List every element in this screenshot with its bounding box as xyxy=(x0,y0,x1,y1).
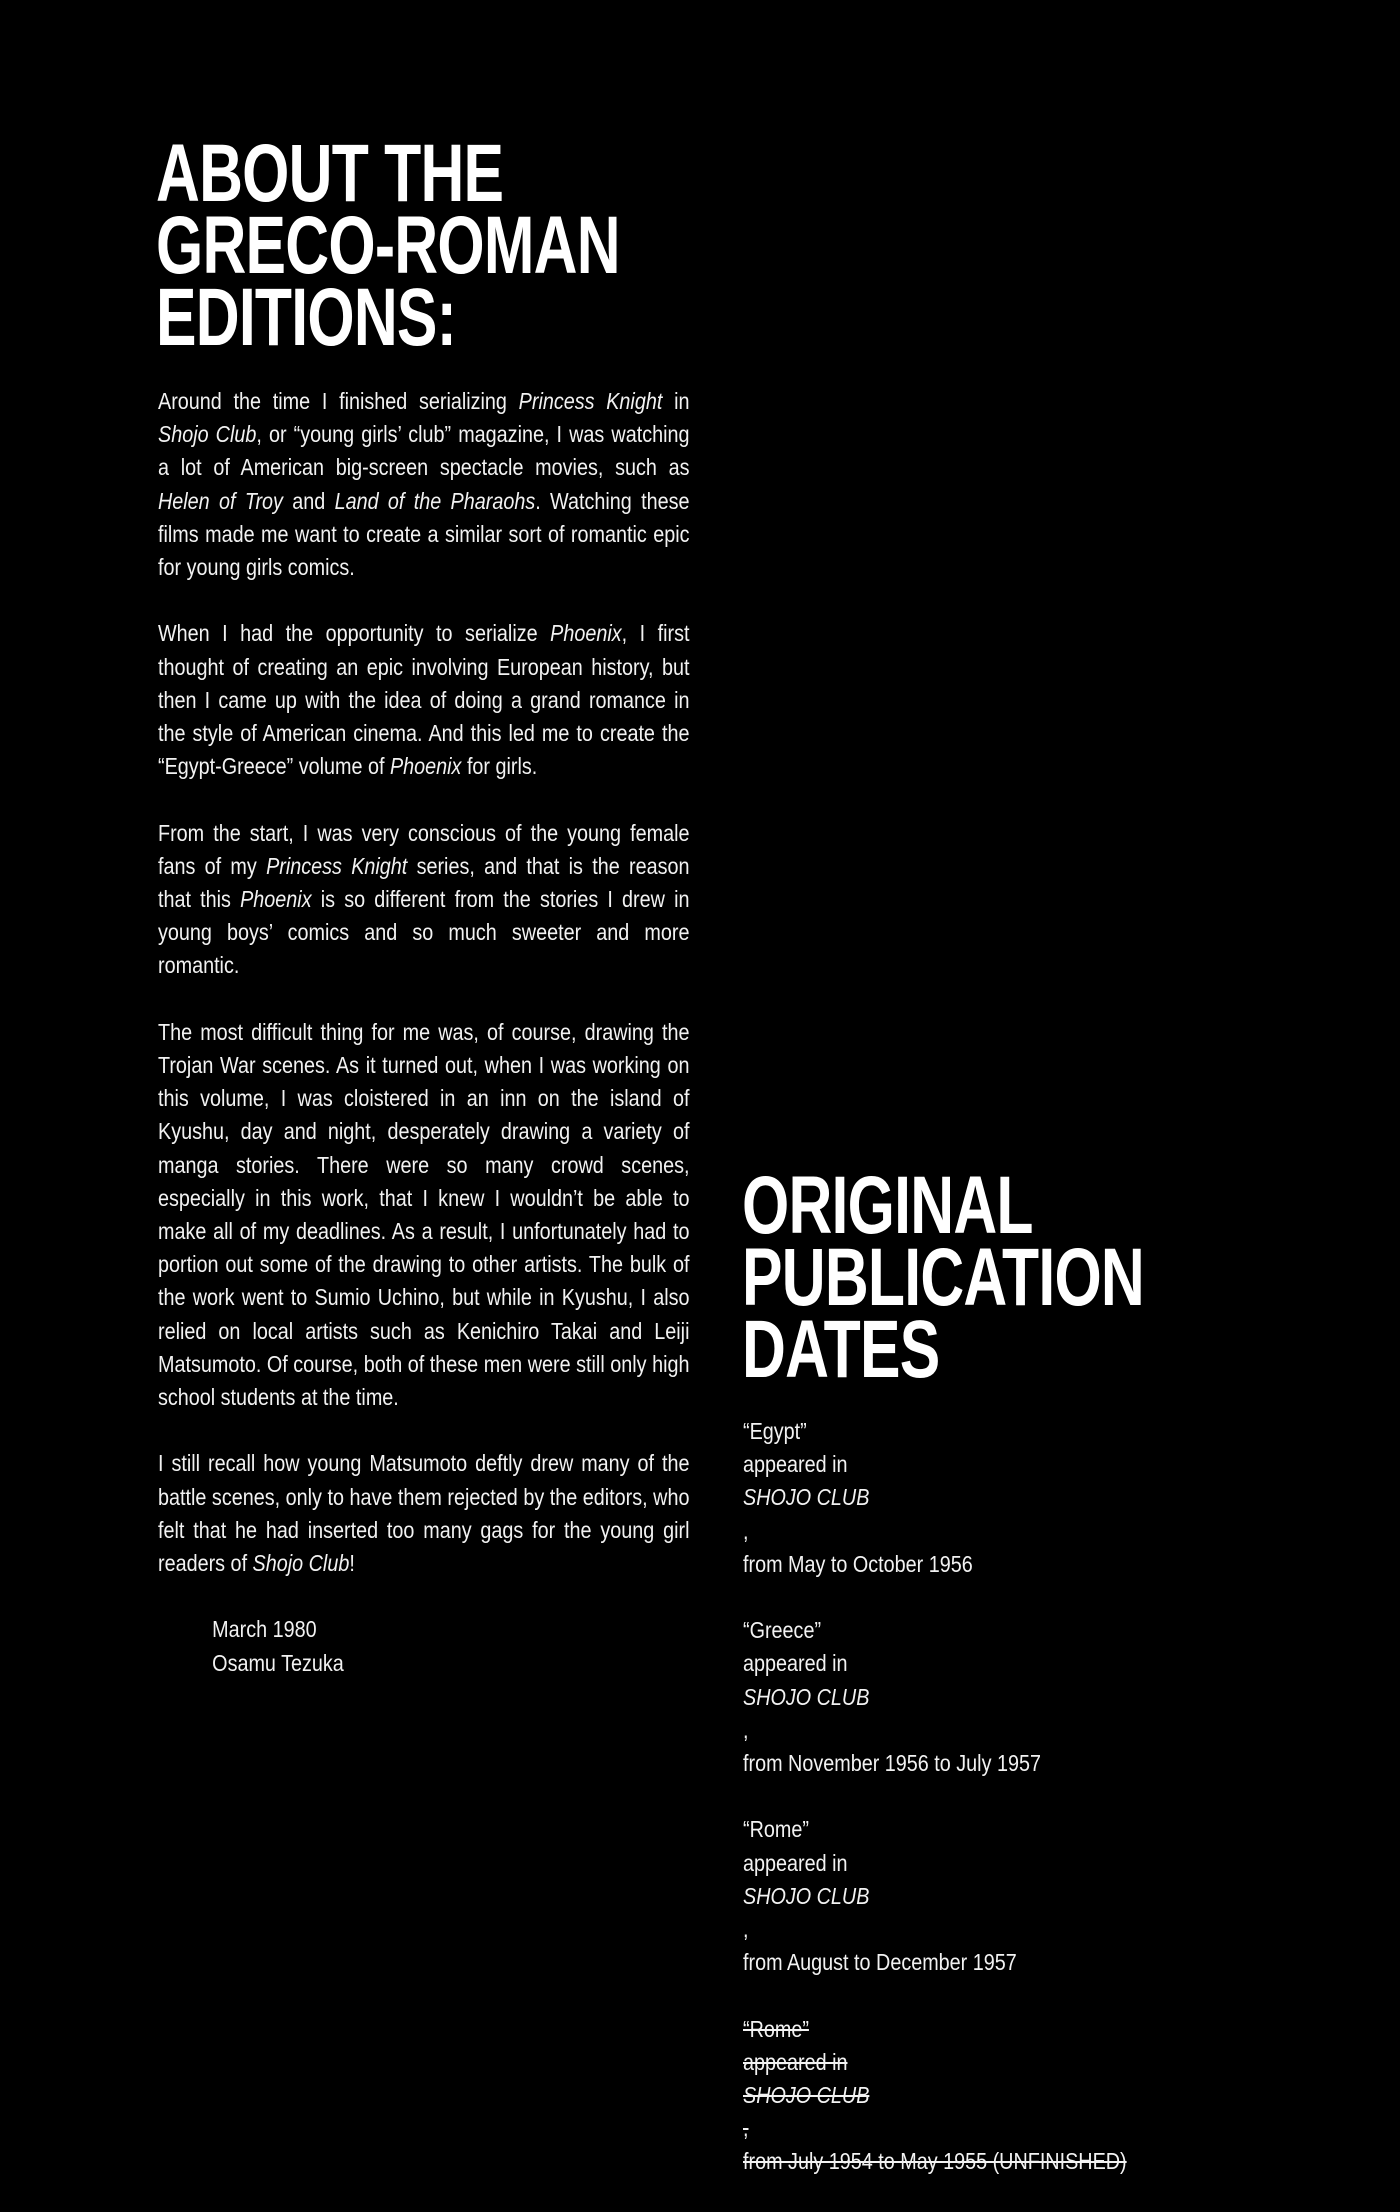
entry-punct: , xyxy=(743,1716,749,1743)
entry-dates: from May to October 1956 xyxy=(743,1550,973,1577)
italic-title: Princess Knight xyxy=(518,388,663,414)
italic-title: Shojo Club xyxy=(158,421,257,448)
text-segment: Around the time I finished serializing xyxy=(158,388,519,414)
publication-list-inner xyxy=(743,1415,1263,2212)
entry-punct: , xyxy=(743,2115,749,2142)
text-segment: When I had the opportunity to serialize xyxy=(158,620,551,647)
entry-title: “Rome” xyxy=(743,1816,809,1843)
text-segment: in xyxy=(662,388,690,414)
text-segment: , or “young girls’ club” magazine, I was watching a lot of American big-screen spectacle movies, such as xyxy=(158,421,690,481)
text-segment: series, and that is the reason that this xyxy=(158,852,690,913)
entry-text: appeared in xyxy=(743,2048,848,2075)
entry-title: “Greece” xyxy=(743,1617,822,1644)
publication-heading-line: PUBLICATION xyxy=(742,1232,1144,1323)
entry-punct: , xyxy=(743,1517,749,1544)
signature-date: March 1980 xyxy=(212,1616,317,1643)
entry-dates: from August to December 1957 xyxy=(743,1949,1017,1976)
paragraph-2 xyxy=(158,617,689,783)
text-segment: . Watching these films made me want to create a similar sort of romantic epic for young girls comics. xyxy=(158,487,690,581)
text-segment: I still recall how young Matsumoto deftly drew many of the battle scenes, only to have them rejected by the editors, who felt that he had inserted too many gags for the young girl readers of xyxy=(158,1450,690,1577)
paragraph-1 xyxy=(158,385,689,584)
entry-text: appeared in xyxy=(743,1849,848,1876)
about-heading-line: GRECO-ROMAN xyxy=(156,200,620,291)
entry-line-1 xyxy=(743,1813,1263,1946)
text-segment: and xyxy=(282,487,335,514)
entry-text: appeared in xyxy=(743,1451,848,1478)
entry-magazine: SHOJO CLUB xyxy=(743,1882,870,1909)
entry-magazine: SHOJO CLUB xyxy=(743,2082,870,2109)
entry-line-1 xyxy=(743,1614,1263,1747)
signature xyxy=(212,1613,689,1679)
entry-line-1 xyxy=(743,1415,1263,1548)
text-segment: ! xyxy=(349,1550,355,1577)
italic-title: Phoenix xyxy=(550,620,622,647)
entry-magazine: SHOJO CLUB xyxy=(743,1484,870,1511)
entry-dates: from July 1954 to May 1955 (UNFINISHED) xyxy=(743,2148,1127,2175)
entry-text: appeared in xyxy=(743,1650,848,1677)
about-heading xyxy=(156,128,620,363)
text-segment: , I first thought of creating an epic involving European history, but then I came up with the idea of doing a grand romance in the style of American cinema. And this led me to create the “Egypt-Greece” volume of xyxy=(158,620,690,780)
paragraph-5 xyxy=(158,1447,689,1580)
entry-title: “Rome” xyxy=(743,2015,809,2042)
publication-entry-egypt xyxy=(743,1415,1263,1581)
entry-line-1 xyxy=(743,2013,1263,2146)
entry-title: “Egypt” xyxy=(743,1418,807,1444)
italic-title: Land of the Pharaohs xyxy=(334,487,536,514)
entry-magazine: SHOJO CLUB xyxy=(743,1683,870,1710)
entry-dates: from November 1956 to July 1957 xyxy=(743,1750,1041,1777)
publication-list xyxy=(743,1415,1263,2212)
paragraph-3 xyxy=(158,817,689,983)
italic-title: Phoenix xyxy=(389,753,462,780)
paragraph-4 xyxy=(158,1016,689,1414)
text-segment: is so different from the stories I drew in young boys’ comics and so much sweeter and more romantic. xyxy=(158,886,690,979)
text-segment: for girls. xyxy=(461,753,538,780)
italic-title: Helen of Troy xyxy=(158,487,283,514)
publication-heading xyxy=(742,1160,1144,1395)
publication-entry-rome xyxy=(743,1813,1263,1979)
italic-title: Princess Knight xyxy=(266,852,408,879)
about-heading-line: EDITIONS: xyxy=(156,272,457,363)
signature-author: Osamu Tezuka xyxy=(212,1649,344,1676)
italic-title: Shojo Club xyxy=(252,1550,350,1577)
text-segment: From the start, I was very conscious of the young female fans of my xyxy=(158,819,690,879)
about-body-inner xyxy=(158,385,689,1680)
publication-entry-rome-struck xyxy=(743,2013,1263,2179)
text-segment: The most difficult thing for me was, of course, drawing the Trojan War scenes. As it turned out, when I was working on this volume, I was cloistered in an inn on the island of Kyushu, day and night, desperately drawing a variety of manga stories. There were so many crowd scenes, especially in this work, that I knew I wouldn’t be able to make all of my deadlines. As a result, I unfortunately had to portion out some of the drawing to other artists. The bulk of the work went to Sumio Uchino, but while in Kyushu, I also relied on local artists such as Kenichiro Takai and Leiji Matsumoto. Of course, both of these men were still only high school students at the time. xyxy=(158,1018,690,1411)
italic-title: Phoenix xyxy=(240,886,312,913)
publication-entry-greece xyxy=(743,1614,1263,1780)
publication-heading-line: ORIGINAL xyxy=(742,1160,1033,1251)
publication-heading-line: DATES xyxy=(742,1304,940,1395)
about-heading-line: ABOUT THE xyxy=(156,128,504,219)
entry-punct: , xyxy=(743,1916,749,1943)
about-body xyxy=(158,385,690,1680)
